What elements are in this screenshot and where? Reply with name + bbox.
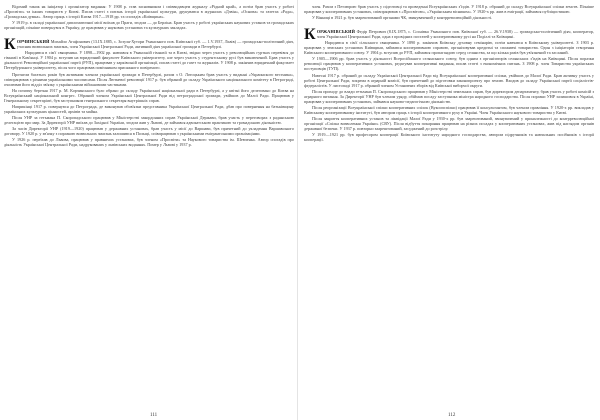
entry-heading	[304, 26, 594, 44]
entry-paragraph-4: Наприкінці 1917 р. повернувся до Петрограда, де виконував обов'язки представника Української Центральної Ради, дбав про повернення на батьківщину українських культурних цінностей, архівів та майна.	[4, 103, 294, 114]
right-top-paragraph-2: У Вінниці в 1921 р. був заарештований органами ЧК, звинувачений у контрреволюційній діяльності.	[312, 15, 493, 21]
page-number-right: 112	[448, 413, 456, 418]
right-top-paragraph-1: член. Разом з Петлюрою брав участь у підготовці та проведенні Всеукраїнських з'їздів. У 1918 р. обраний до складу Всеукраїнської спілки земств. Пізніше працював у кооперативних установах, співпрацював з «Просвітою», «Українським вісником». У 1920-х рр. жив в еміграції, займався публіцистикою.	[304, 4, 594, 15]
entry-paragraph-6: Після закриття кооперативних установ та ліквідації Малої Ради у 1930-х рр. був заарештований, звинувачений у приналежності до контрреволюційної організації «Спілка визволення України» (СВУ). Після відбуття покарання працював на різних посадах у кооперативних установах, жив під наглядом органів державної безпеки. У 1937 р. повторно заарештований, засуджений до розстрілу.	[304, 115, 594, 131]
entry-paragraph-2: Протягом багатьох років був активним членом української громади в Петербурзі, разом з О. Лотоцьким брав участь у виданні «Украинского вестника», співпрацював з різними українськими часописами. Після Лютневої революції 1917 р. був обраний до складу Українського національного комітету в Петрограді, очолював його відділ зв'язку з українськими військовими частинами.	[4, 71, 294, 87]
left-top-paragraph-2: У 1919 р. в складі української дипломатичної місії виїхав до Праги, згодом — до Берліна. Брав участь у роботі українських наукових установ та громадських організацій, пізніше повернувся в Україну, де працював у наукових установах та культурних закладах.	[4, 20, 294, 31]
left-top-paragraph-1: Відомий також як ініціатор і організатор видання: У 1908 р. став засновником і співвидавцем журналу «Рідний край», а потім брав участь у роботі «Просвіти» та інших товариств у Києві. Писав статті з питань історії української культури, друкувався в журналах «Дзвін», «Основа» та газетах «Рада», «Громадська думка». Автор праць з історії Києва 1917—1918 рр. та спогадів «Київщина».	[4, 4, 294, 20]
entry-paragraph-7: У 1926 р. переїхав до Львова, працював у правничих установах, був членом «Просвіти» та Наукового товариства ім. Шевченка. Автор спогадів про діяльність Української Центральної Ради, надрукованих у львівських виданнях. Помер у Львові у 1937 р.	[4, 137, 294, 148]
page-gutter	[297, 0, 298, 420]
entry-korchynskyi	[4, 36, 294, 148]
entry-heading	[4, 36, 294, 54]
entry-paragraph-1: Народився в сім'ї священика. У 1898—1902 рр. навчався в Уманській гімназії та в Києві, звідки через участь у революційних гуртках перевівся до гімназії в Кам'янці. У 1904 р. вступив на юридичний факультет Київського університету, але через участь у студентському русі був виключений. Брав участь у діяльності Революційної української партії (РУП), працював у харківській організації, писав статті до газет та журналів. У 1908 р. закінчив юридичний факультет Петербурзького університету, після чого працював помічником присяжного повіреного.	[4, 50, 294, 71]
entry-paragraph-6: За часів Директорії УНР (1919—1920) працював у державних установах, брав участь у місії до Варшави, був причетний до укладення Варшавського договору. У 1920 р. у зв'язку з поразкою визвольних змагань залишився в Польщі, співпрацював з українськими емігрантськими організаціями.	[4, 125, 294, 137]
entry-headword: КОРЧИНСЬКИЙ	[4, 36, 50, 54]
right-page	[304, 4, 594, 406]
entry-paragraph-3: Навесні 1917 р. обраний до складу Української Центральної Ради від Всеукраїнської кооперативної спілки, увійшов до Малої Ради. Брав активну участь у роботі Центральної Ради, зокрема в аграрній комісії, був причетний до підготовки законопроекту про землю. Входив до складу Української партії соціалістів-федералістів. У листопаді 1917 р. обраний членом Установчих зборів від Київської виборчої округи.	[304, 72, 594, 88]
entry-heading-rest: Федір Петрович (8.IX.1875, с. Соснівка Уманського пов. Київської губ. — 26.V.1938) — громадсько-політичний діяч, кооператор, член Української Центральної Ради, одна з провідних постатей у кооперативному русі на Поділлі та Київщині.	[316, 29, 594, 40]
entry-korzhanivskyi	[304, 26, 594, 143]
page-number-left: 111	[150, 413, 158, 418]
entry-paragraph-5: Після УНР за гетьмана П. Скоропадського працював у Міністерстві закордонних справ Української Держави, брав участь у переговорах з радянською делегацією про мир. За Директорії УНР виїхав до Західної України, згодом жив у Львові, де займався адвокатською практикою та громадською діяльністю.	[4, 114, 294, 125]
left-page	[4, 4, 294, 406]
entry-paragraph-3: На початку березня 1917 р. М. Корчинського було обрано до складу Української національної ради в Петербурзі, а у квітні його делеговано до Києва на Всеукраїнський національний конгрес. Обраний членом Української Центральної Ради від петроградської громади, увійшов до Малої Ради. Працював у Генеральному секретаріаті, був заступником генерального секретаря внутрішніх справ.	[4, 87, 294, 103]
entry-heading-rest: Михайло Агафонович (13.IX.1885, с. Зозуля-Хутори Уманського пов. Київської губ. — 1.V.1937, Львів) — громадсько-політичний діяч, учасник визвольних змагань, член Української Центральної Ради, активний діяч української громади в Петербурзі.	[16, 39, 294, 50]
entry-paragraph-2: У 1905—1906 рр. брав участь у діяльності Всеросійського селянського союзу, був одним з організаторів селянських з'їздів на Київщині. Після поразки революції працював у кооперативних установах, редагував кооперативні видання, писав статті з економічних питань. З 1908 р. член Товариства українських поступовців (ТУП).	[304, 56, 594, 72]
entry-paragraph-5: Після реорганізації Всеукраїнської спілки кооперативних спілок (Вукоопспілки) працював її консультантом, був членом правління. У 1920-х рр. викладав у Київському кооперативному інституті, був автором праць з історії кооперативного руху в Україні. Член Українського наукового товариства у Києві.	[304, 104, 594, 115]
entry-headword: КОРЖАНІВСЬКИЙ	[304, 26, 356, 44]
entry-paragraph-4: Після приходу до влади гетьмана П. Скоропадського працював у Міністерстві земельних справ, був директором департаменту, брав участь у роботі комісій з аграрного питання. За Директорії УНР був членом уряду, обіймав посаду заступника міністра народного господарства. Після поразки УНР залишився в Україні, працював у кооперативних установах, займався науково-педагогічною діяльністю.	[304, 88, 594, 104]
entry-paragraph-7: У 1919—1921 рр. був професором кооперації Київського інституту народного господарства, автором підручників та навчальних посібників з історії кооперації.	[304, 132, 594, 143]
entry-paragraph-1: Народився в сім'ї сільського священика. У 1890 р. закінчив Київську духовну семінарію, потім навчався в Київському університеті. З 1903 р. працював у земських установах Київщини, займався кооперативною справою, організовував кредитні та споживчі товариства. Один з ініціаторів створення Київського кооперативного союзу. У 1904 р. вступив до РУП, займався пропагандою серед селянства, за що кілька разів був ув'язнений та засланий.	[304, 40, 594, 56]
